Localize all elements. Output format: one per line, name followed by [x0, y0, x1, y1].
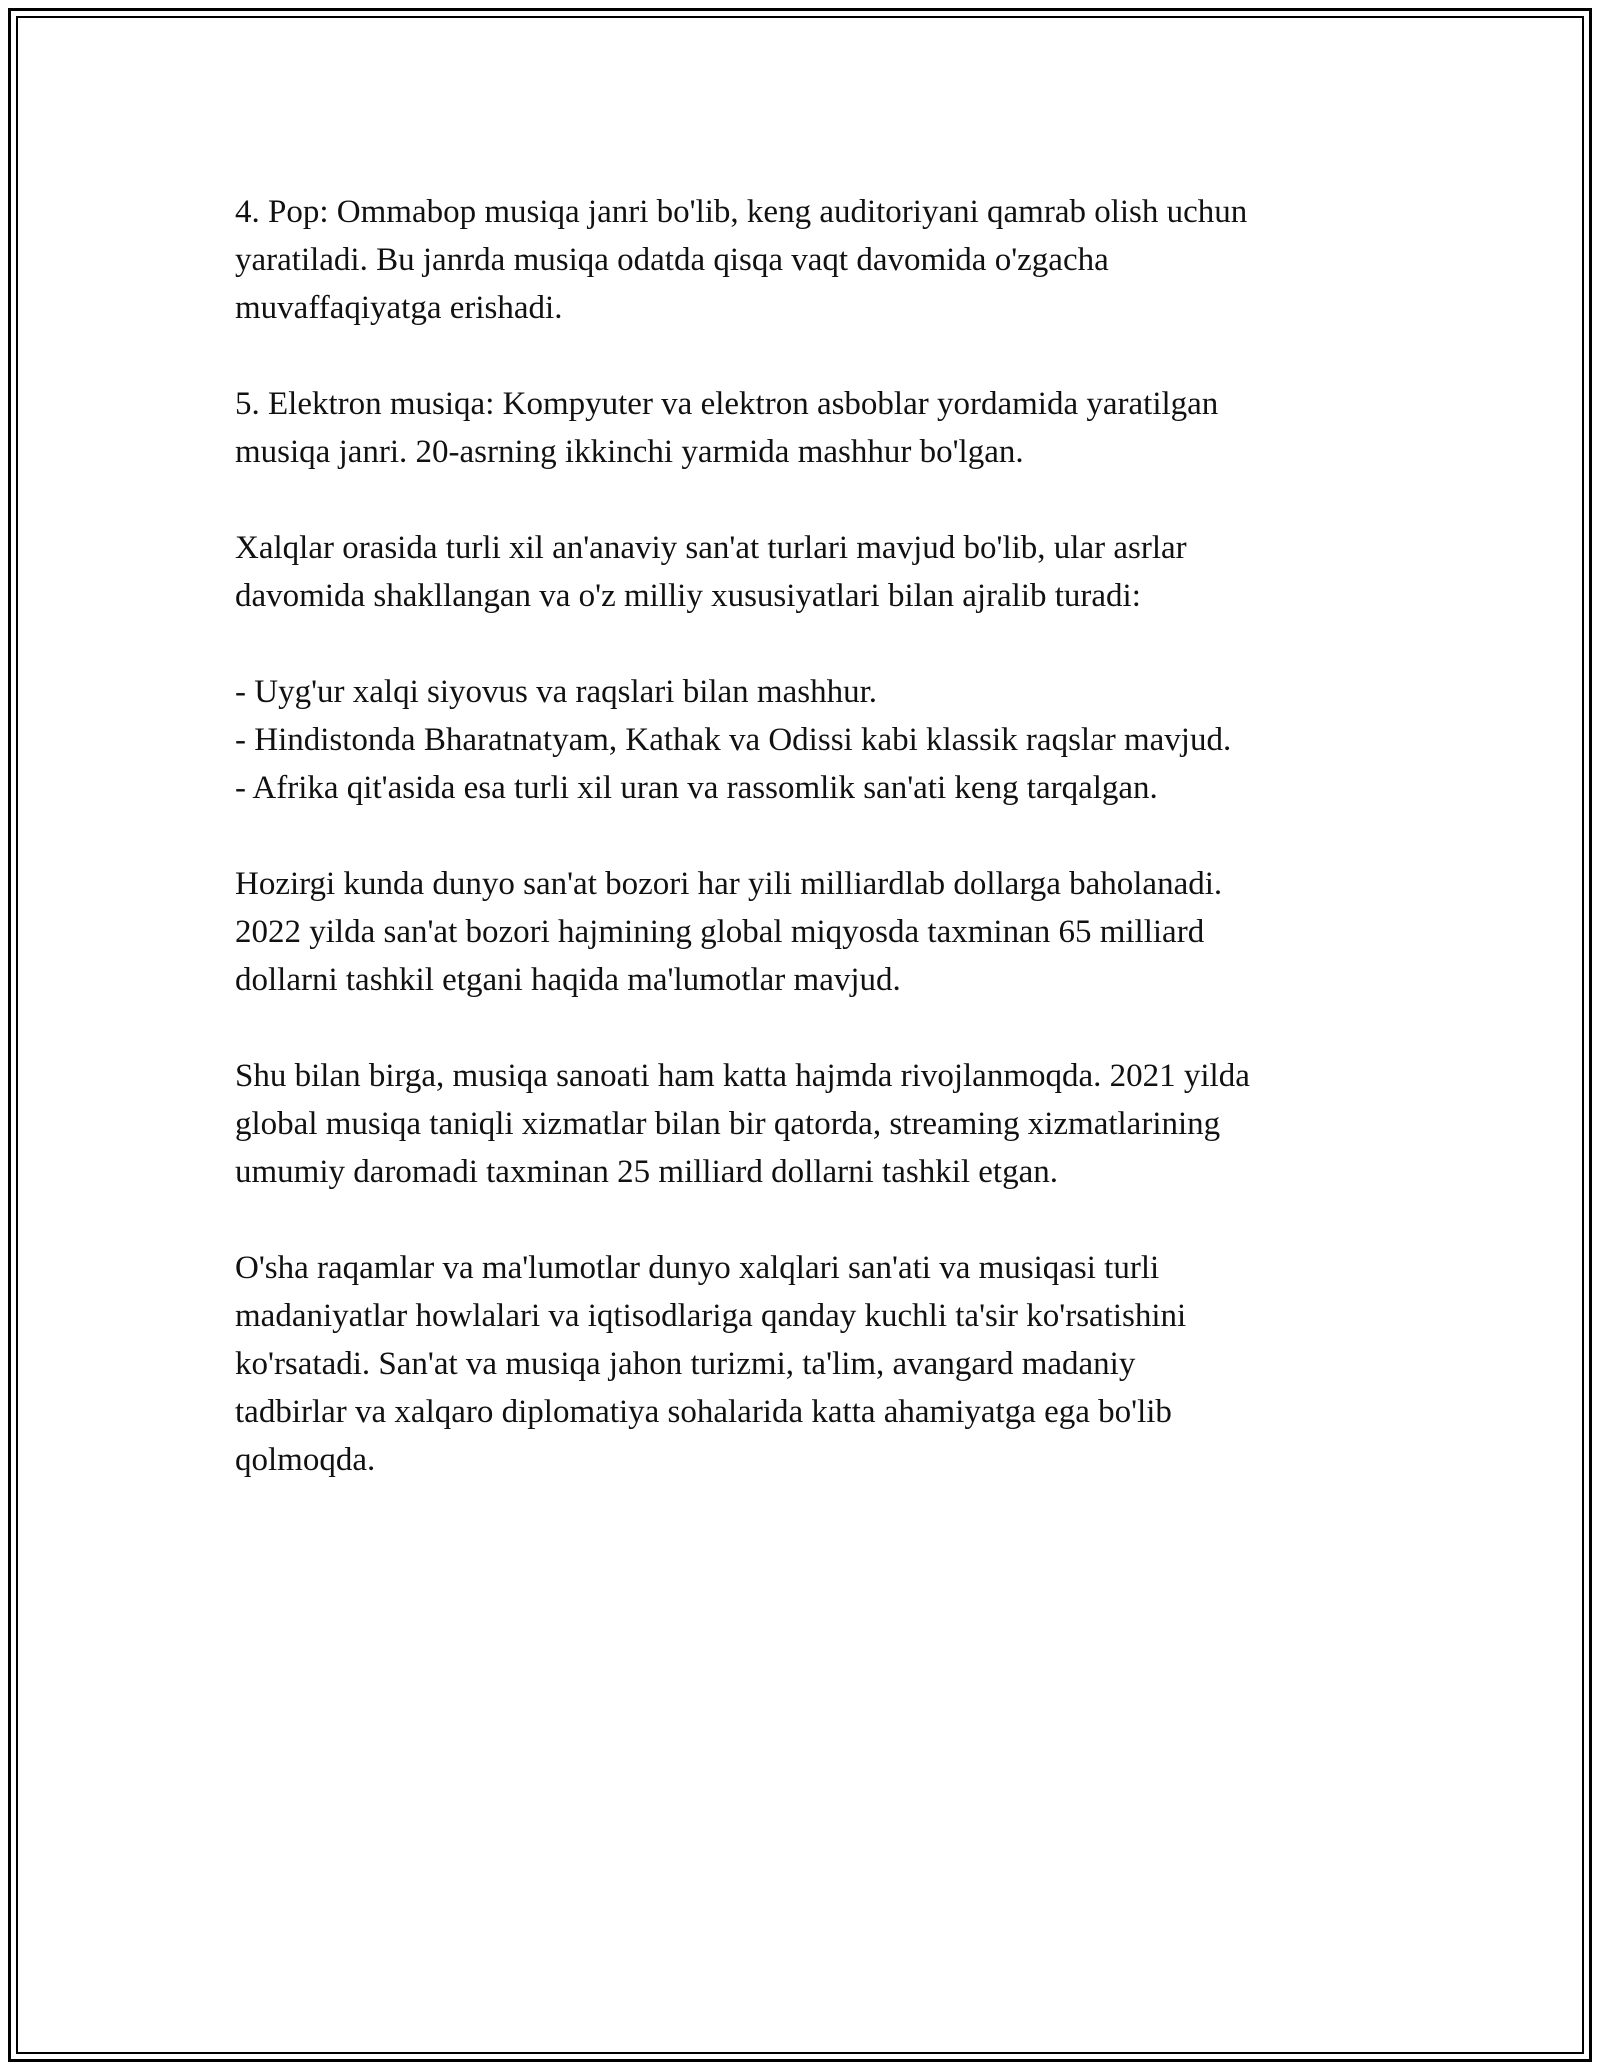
paragraph-electronic-music: 5. Elektron musiqa: Kompyuter va elektron asboblar yordamida yaratilgan musiqa janri. 20-asrning ikkinchi yarmida mashhur bo'lgan.	[235, 386, 1219, 470]
paragraph-traditions-intro: Xalqlar orasida turli xil an'anaviy san'at turlari mavjud bo'lib, ular asrlar davomida shakllangan va o'z milliy xususiyatlari bilan ajralib turadi:	[235, 530, 1187, 614]
traditions-list	[235, 668, 1395, 812]
paragraph-pop-genre: 4. Pop: Ommabop musiqa janri bo'lib, keng auditoriyani qamrab olish uchun yaratiladi. Bu janrda musiqa odatda qisqa vaqt davomida o'zgacha muvaffaqiyatga erishadi.	[235, 194, 1248, 326]
document-body	[235, 188, 1395, 1532]
list-item: - Afrika qit'asida esa turli xil uran va rassomlik san'ati keng tarqalgan.	[235, 770, 1158, 806]
list-item: - Hindistonda Bharatnatyam, Kathak va Odissi kabi klassik raqslar mavjud.	[235, 722, 1232, 758]
paragraph-music-industry: Shu bilan birga, musiqa sanoati ham katta hajmda rivojlanmoqda. 2021 yilda global musiqa taniqli xizmatlar bilan bir qatorda, streaming xizmatlarining umumiy daromadi taxminan 25 milliard dollarni tashkil etgan.	[235, 1058, 1250, 1190]
list-item: - Uyg'ur xalqi siyovus va raqslari bilan mashhur.	[235, 674, 878, 710]
paragraph-conclusion: O'sha raqamlar va ma'lumotlar dunyo xalqlari san'ati va musiqasi turli madaniyatlar howlalari va iqtisodlariga qanday kuchli ta'sir ko'rsatishini ko'rsatadi. San'at va musiqa jahon turizmi, ta'lim, avangard madaniy tadbirlar va xalqaro diplomatiya sohalarida katta ahamiyatga ega bo'lib qolmoqda.	[235, 1250, 1187, 1478]
paragraph-art-market: Hozirgi kunda dunyo san'at bozori har yili milliardlab dollarga baholanadi. 2022 yilda san'at bozori hajmining global miqyosda taxminan 65 milliard dollarni tashkil etgani haqida ma'lumotlar mavjud.	[235, 866, 1223, 998]
